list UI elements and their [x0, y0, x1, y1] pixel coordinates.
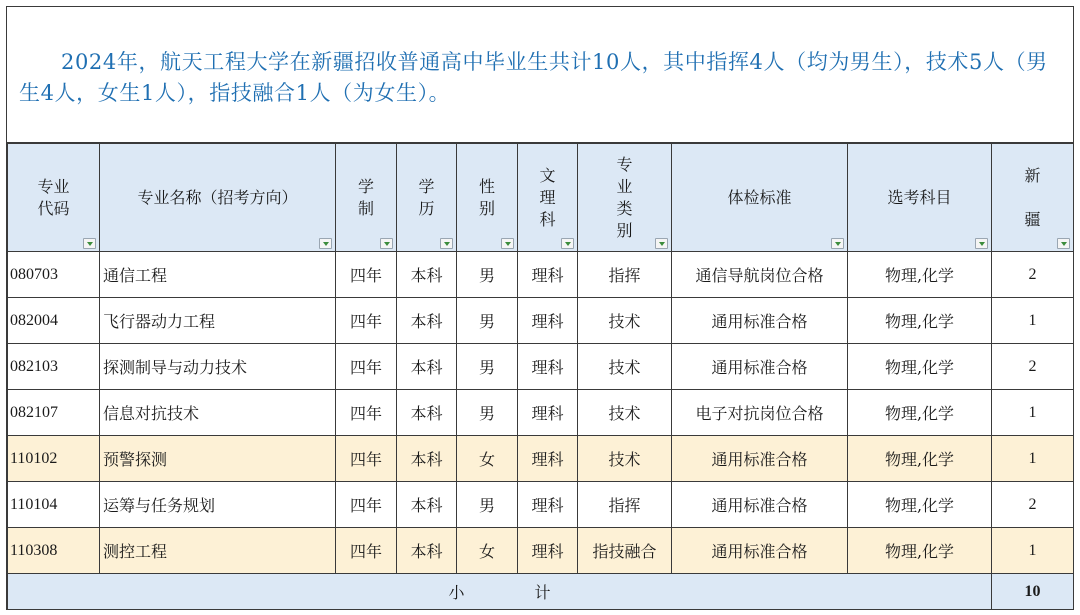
header-track-label: 文理科: [539, 165, 556, 229]
header-row: [8, 144, 1074, 252]
cell-subjects[interactable]: 物理,化学: [848, 298, 992, 344]
filter-dropdown-icon[interactable]: [319, 238, 332, 249]
header-degree-label: 学历: [418, 176, 435, 218]
cell-duration[interactable]: 四年: [336, 528, 397, 574]
cell-health[interactable]: 通用标准合格: [672, 344, 848, 390]
table-row: [8, 482, 1074, 528]
cell-degree[interactable]: 本科: [397, 344, 457, 390]
cell-health[interactable]: 通用标准合格: [672, 482, 848, 528]
cell-name[interactable]: 预警探测: [100, 436, 336, 482]
cell-health[interactable]: 通用标准合格: [672, 528, 848, 574]
cell-category[interactable]: 指挥: [578, 482, 672, 528]
cell-category[interactable]: 指挥: [578, 252, 672, 298]
cell-track[interactable]: 理科: [518, 298, 578, 344]
cell-subjects[interactable]: 物理,化学: [848, 390, 992, 436]
cell-track[interactable]: 理科: [518, 390, 578, 436]
cell-subjects[interactable]: 物理,化学: [848, 528, 992, 574]
cell-count[interactable]: 1: [992, 528, 1074, 574]
cell-code[interactable]: 082103: [8, 344, 100, 390]
header-name: [100, 144, 336, 252]
cell-degree[interactable]: 本科: [397, 390, 457, 436]
table-row: [8, 298, 1074, 344]
cell-category[interactable]: 技术: [578, 390, 672, 436]
cell-category[interactable]: 技术: [578, 298, 672, 344]
cell-duration[interactable]: 四年: [336, 482, 397, 528]
cell-subjects[interactable]: 物理,化学: [848, 252, 992, 298]
cell-degree[interactable]: 本科: [397, 436, 457, 482]
cell-track[interactable]: 理科: [518, 482, 578, 528]
cell-subjects[interactable]: 物理,化学: [848, 482, 992, 528]
cell-code[interactable]: 080703: [8, 252, 100, 298]
cell-duration[interactable]: 四年: [336, 298, 397, 344]
total-row: [8, 574, 1074, 610]
header-subjects: [848, 144, 992, 252]
filter-dropdown-icon[interactable]: [501, 238, 514, 249]
header-code-label: 专业代码: [37, 176, 70, 218]
cell-duration[interactable]: 四年: [336, 436, 397, 482]
cell-track[interactable]: 理科: [518, 252, 578, 298]
table-row: [8, 528, 1074, 574]
header-gender: [457, 144, 518, 252]
cell-health[interactable]: 通用标准合格: [672, 298, 848, 344]
cell-code[interactable]: 110102: [8, 436, 100, 482]
cell-category[interactable]: 技术: [578, 344, 672, 390]
cell-gender[interactable]: 男: [457, 298, 518, 344]
total-label[interactable]: [8, 574, 992, 610]
table-row: [8, 344, 1074, 390]
total-label-a: 小: [448, 583, 465, 602]
cell-degree[interactable]: 本科: [397, 528, 457, 574]
header-code: [8, 144, 100, 252]
cell-name[interactable]: 测控工程: [100, 528, 336, 574]
cell-name[interactable]: 飞行器动力工程: [100, 298, 336, 344]
header-degree: [397, 144, 457, 252]
cell-category[interactable]: 技术: [578, 436, 672, 482]
cell-duration[interactable]: 四年: [336, 252, 397, 298]
header-category: [578, 144, 672, 252]
cell-degree[interactable]: 本科: [397, 252, 457, 298]
cell-gender[interactable]: 男: [457, 390, 518, 436]
cell-count[interactable]: 2: [992, 482, 1074, 528]
cell-count[interactable]: 1: [992, 390, 1074, 436]
table-row: [8, 436, 1074, 482]
cell-track[interactable]: 理科: [518, 344, 578, 390]
cell-code[interactable]: 110104: [8, 482, 100, 528]
cell-degree[interactable]: 本科: [397, 482, 457, 528]
filter-dropdown-icon[interactable]: [83, 238, 96, 249]
cell-name[interactable]: 信息对抗技术: [100, 390, 336, 436]
cell-name[interactable]: 探测制导与动力技术: [100, 344, 336, 390]
cell-code[interactable]: 082004: [8, 298, 100, 344]
header-name-label: 专业名称（招考方向）: [137, 187, 298, 207]
table-row: [8, 390, 1074, 436]
filter-dropdown-icon[interactable]: [561, 238, 574, 249]
spreadsheet: [6, 6, 1074, 610]
header-subjects-label: 选考科目: [887, 187, 952, 207]
cell-duration[interactable]: 四年: [336, 390, 397, 436]
table-row: [8, 252, 1074, 298]
cell-name[interactable]: 通信工程: [100, 252, 336, 298]
cell-gender[interactable]: 男: [457, 482, 518, 528]
header-track: [518, 144, 578, 252]
header-health-label: 体检标准: [727, 187, 792, 207]
filter-dropdown-icon[interactable]: [975, 238, 988, 249]
cell-duration[interactable]: 四年: [336, 344, 397, 390]
total-value[interactable]: 10: [992, 574, 1074, 610]
intro-paragraph: 2024年，航天工程大学在新疆招收普通高中毕业生共计10人，其中指挥4人（均为男生），技术5人（男生4人，女生1人），指技融合1人（为女生）。: [7, 7, 1073, 143]
cell-gender[interactable]: 女: [457, 436, 518, 482]
filter-dropdown-icon[interactable]: [831, 238, 844, 249]
header-duration-label: 学制: [357, 176, 374, 218]
cell-gender[interactable]: 男: [457, 252, 518, 298]
header-category-label: 专业类别: [616, 154, 633, 240]
header-health: [672, 144, 848, 252]
cell-gender[interactable]: 男: [457, 344, 518, 390]
cell-code[interactable]: 110308: [8, 528, 100, 574]
cell-degree[interactable]: 本科: [397, 298, 457, 344]
cell-subjects[interactable]: 物理,化学: [848, 436, 992, 482]
total-label-b: 计: [534, 583, 551, 602]
header-region: [992, 144, 1074, 252]
cell-code[interactable]: 082107: [8, 390, 100, 436]
enrollment-table: [7, 143, 1074, 610]
cell-track[interactable]: 理科: [518, 436, 578, 482]
cell-gender[interactable]: 女: [457, 528, 518, 574]
cell-count[interactable]: 2: [992, 252, 1074, 298]
cell-track[interactable]: 理科: [518, 528, 578, 574]
cell-health[interactable]: 通信导航岗位合格: [672, 252, 848, 298]
header-duration: [336, 144, 397, 252]
cell-count[interactable]: 1: [992, 436, 1074, 482]
cell-health[interactable]: 通用标准合格: [672, 436, 848, 482]
cell-category[interactable]: 指技融合: [578, 528, 672, 574]
filter-dropdown-icon[interactable]: [655, 238, 668, 249]
cell-subjects[interactable]: 物理,化学: [848, 344, 992, 390]
filter-dropdown-icon[interactable]: [380, 238, 393, 249]
cell-health[interactable]: 电子对抗岗位合格: [672, 390, 848, 436]
filter-dropdown-icon[interactable]: [440, 238, 453, 249]
cell-count[interactable]: 2: [992, 344, 1074, 390]
cell-count[interactable]: 1: [992, 298, 1074, 344]
cell-name[interactable]: 运筹与任务规划: [100, 482, 336, 528]
header-region-label: 新疆: [1024, 165, 1041, 229]
filter-dropdown-icon[interactable]: [1057, 238, 1070, 249]
header-gender-label: 性别: [478, 176, 495, 218]
